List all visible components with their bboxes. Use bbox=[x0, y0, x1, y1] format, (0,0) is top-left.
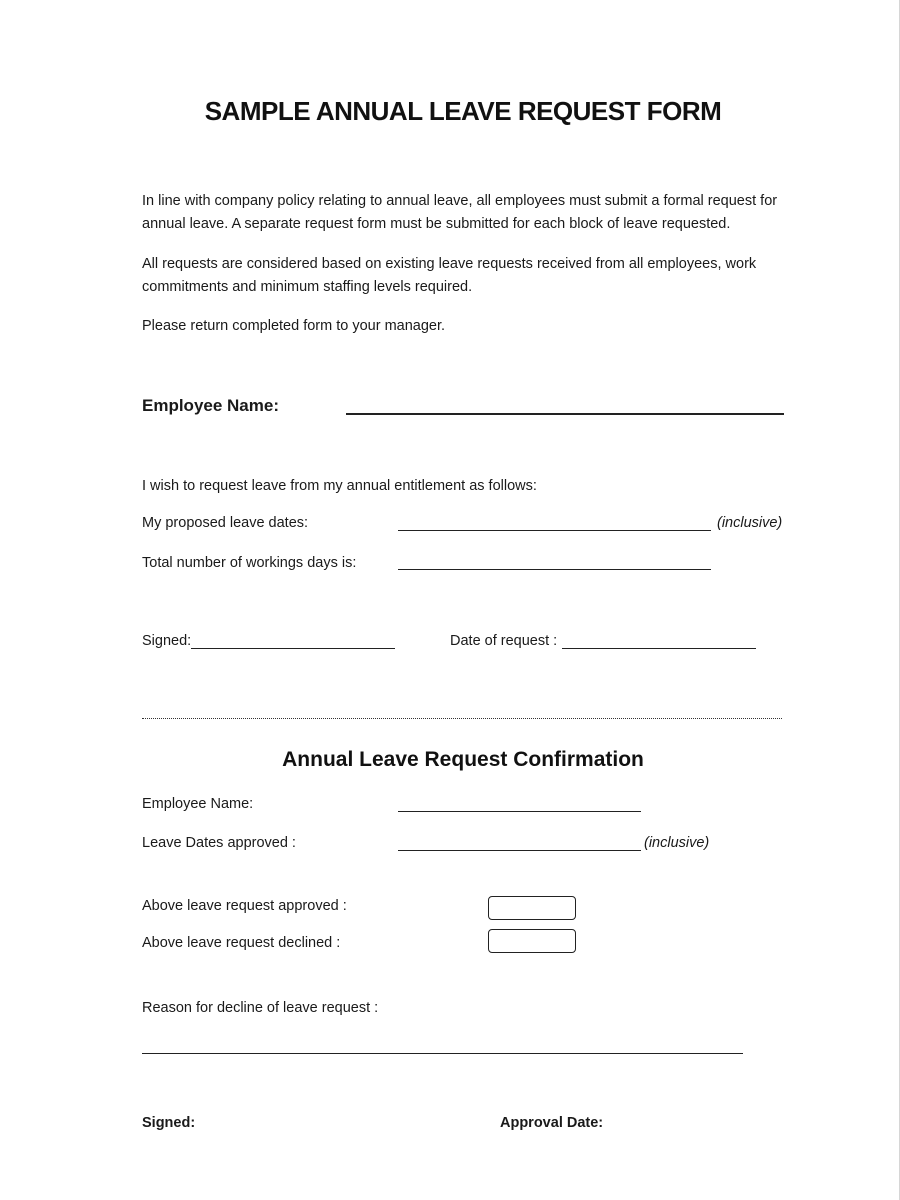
employee-name-label: Employee Name: bbox=[142, 396, 279, 415]
declined-label: Above leave request declined : bbox=[142, 935, 341, 951]
intro-paragraph-2: All requests are considered based on existing leave requests received from all employees, work commitments and minimum staffing levels required. bbox=[142, 256, 757, 295]
working-days-field[interactable] bbox=[398, 569, 711, 570]
approved-checkbox[interactable] bbox=[488, 896, 576, 920]
inclusive-note: (inclusive) bbox=[717, 515, 783, 531]
request-intro-text: I wish to request leave from my annual entitlement as follows: bbox=[142, 478, 537, 494]
working-days-label: Total number of workings days is: bbox=[142, 555, 357, 571]
confirmation-signed-label: Signed: bbox=[142, 1115, 196, 1131]
confirmation-employee-name-field[interactable] bbox=[398, 811, 641, 812]
confirmation-title: Annual Leave Request Confirmation bbox=[282, 748, 644, 771]
decline-reason-label: Reason for decline of leave request : bbox=[142, 1000, 379, 1016]
decline-reason-field[interactable] bbox=[142, 1053, 743, 1054]
cut-line-divider bbox=[142, 718, 782, 719]
signed-label: Signed: bbox=[142, 633, 192, 649]
employee-name-field[interactable] bbox=[346, 413, 784, 415]
signature-field[interactable] bbox=[191, 648, 395, 649]
approval-date-label: Approval Date: bbox=[500, 1115, 604, 1131]
declined-checkbox[interactable] bbox=[488, 929, 576, 953]
form-title: SAMPLE ANNUAL LEAVE REQUEST FORM bbox=[204, 96, 722, 126]
dates-approved-field[interactable] bbox=[398, 850, 641, 851]
confirmation-inclusive-note: (inclusive) bbox=[644, 835, 710, 851]
date-of-request-field[interactable] bbox=[562, 648, 756, 649]
approved-label: Above leave request approved : bbox=[142, 898, 347, 914]
date-of-request-label: Date of request : bbox=[450, 633, 558, 649]
intro-paragraph-1: In line with company policy relating to annual leave, all employees must submit a formal request for annual leave. A separate request form must be submitted for each block of leave requested. bbox=[142, 193, 778, 232]
proposed-dates-label: My proposed leave dates: bbox=[142, 515, 309, 531]
confirmation-employee-name-label: Employee Name: bbox=[142, 796, 254, 812]
proposed-dates-field[interactable] bbox=[398, 530, 711, 531]
dates-approved-label: Leave Dates approved : bbox=[142, 835, 296, 851]
intro-paragraph-3: Please return completed form to your manager. bbox=[142, 318, 446, 334]
